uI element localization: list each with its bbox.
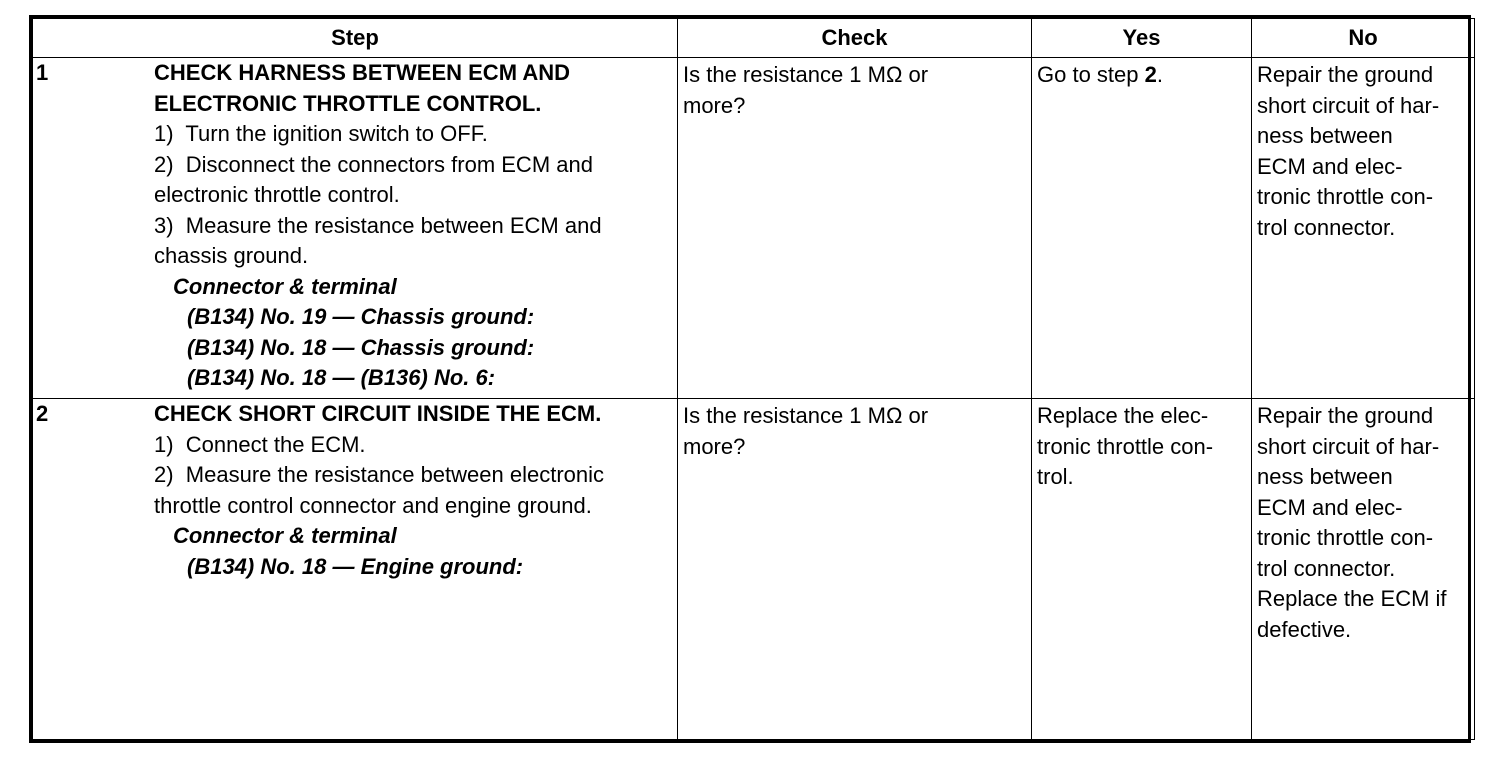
check-text: Is the resistance 1 MΩ or xyxy=(683,62,929,87)
header-step: Step xyxy=(33,19,678,58)
yes-text: tronic throttle con- xyxy=(1037,433,1214,459)
no-text: Repair the ground xyxy=(1257,62,1434,87)
connector-label: Connector & terminal xyxy=(173,523,397,548)
step-cell xyxy=(33,399,678,740)
terminal-spec: (B134) No. 18 — Engine ground: xyxy=(187,553,524,579)
check-text: more? xyxy=(683,433,746,459)
instruction: throttle control connector and engine ground. xyxy=(154,492,592,518)
no-cell xyxy=(1252,58,1475,399)
step-body xyxy=(154,399,677,582)
step-cell xyxy=(33,58,678,399)
yes-prefix: Go to step xyxy=(1037,62,1145,87)
no-text: ECM and elec- xyxy=(1257,153,1403,179)
step-title: CHECK SHORT CIRCUIT INSIDE THE ECM. xyxy=(154,401,602,426)
no-text: ness between xyxy=(1257,464,1393,489)
no-text: ness between xyxy=(1257,123,1393,148)
yes-cell xyxy=(1032,58,1252,399)
no-text: trol connector. xyxy=(1257,555,1396,581)
terminal-spec: (B134) No. 18 — (B136) No. 6: xyxy=(187,365,496,390)
instruction: 2) Disconnect the connectors from ECM and xyxy=(154,151,593,177)
step-title: ELECTRONIC THROTTLE CONTROL. xyxy=(154,90,542,116)
no-text: Replace the ECM if xyxy=(1257,586,1447,611)
yes-cell xyxy=(1032,399,1252,740)
no-text: defective. xyxy=(1257,616,1352,642)
header-yes: Yes xyxy=(1032,19,1252,58)
no-text: tronic throttle con- xyxy=(1257,184,1434,209)
yes-text: trol. xyxy=(1037,464,1074,489)
yes-step-ref: 2 xyxy=(1144,62,1157,87)
check-text: more? xyxy=(683,92,746,118)
step-number: 1 xyxy=(36,60,49,85)
no-text: tronic throttle con- xyxy=(1257,525,1434,550)
check-cell xyxy=(678,399,1032,740)
step-number: 2 xyxy=(36,401,49,426)
terminal-spec: (B134) No. 19 — Chassis ground: xyxy=(187,304,535,329)
instruction: electronic throttle control. xyxy=(154,182,400,207)
no-text: Repair the ground xyxy=(1257,403,1434,428)
no-text: ECM and elec- xyxy=(1257,494,1403,520)
connector-label: Connector & terminal xyxy=(173,273,397,299)
no-text: trol connector. xyxy=(1257,214,1396,240)
yes-suffix: . xyxy=(1156,62,1163,87)
step-title: CHECK HARNESS BETWEEN ECM AND xyxy=(154,60,570,85)
table-row xyxy=(33,399,1475,740)
instruction: 1) Turn the ignition switch to OFF. xyxy=(154,121,488,146)
yes-text xyxy=(1032,58,1251,91)
instruction: 1) Connect the ECM. xyxy=(154,431,366,457)
header-check: Check xyxy=(678,19,1032,58)
check-cell xyxy=(678,58,1032,399)
header-row xyxy=(33,19,1475,58)
step-body xyxy=(154,58,677,394)
diagnostic-table xyxy=(29,15,1471,743)
yes-text: Replace the elec- xyxy=(1037,403,1209,428)
instruction: 3) Measure the resistance between ECM and xyxy=(154,212,602,238)
instruction: 2) Measure the resistance between electronic xyxy=(154,462,605,487)
no-text: short circuit of har- xyxy=(1257,92,1440,118)
instruction: chassis ground. xyxy=(154,243,309,268)
header-no: No xyxy=(1252,19,1475,58)
terminal-spec: (B134) No. 18 — Chassis ground: xyxy=(187,334,535,360)
no-text: short circuit of har- xyxy=(1257,433,1440,459)
table-row xyxy=(33,58,1475,399)
check-text: Is the resistance 1 MΩ or xyxy=(683,403,929,428)
no-cell xyxy=(1252,399,1475,740)
